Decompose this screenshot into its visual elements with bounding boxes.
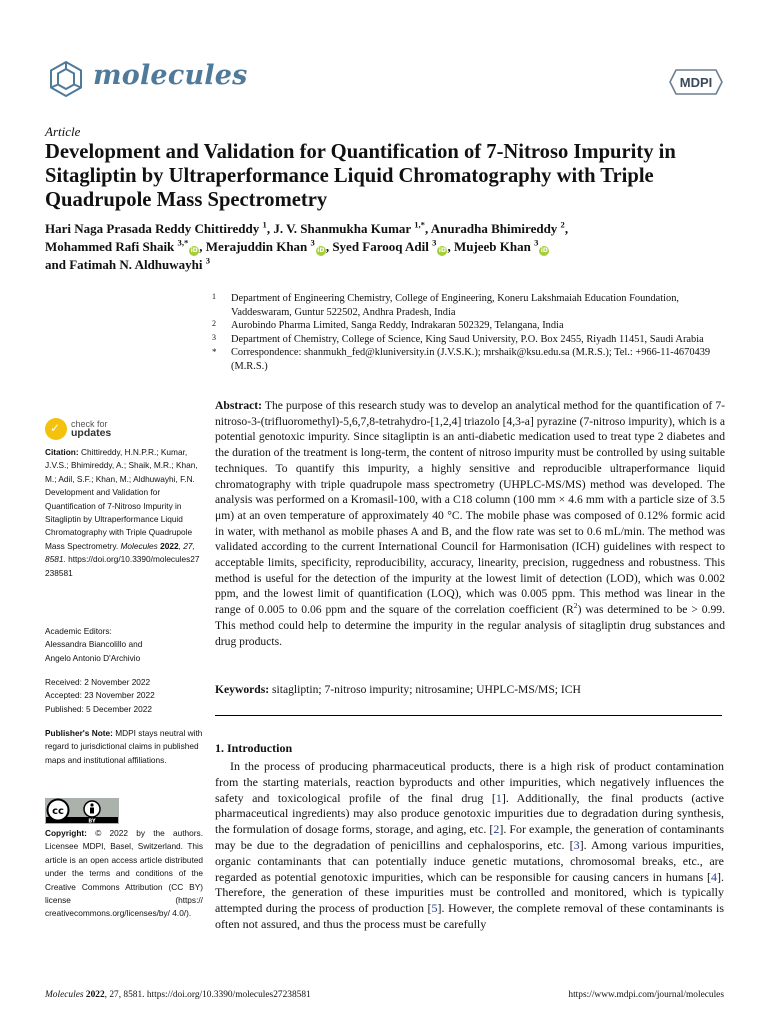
affiliation-item [212, 346, 727, 373]
cc-text: cc [52, 806, 64, 817]
affiliation-text: Correspondence: shanmukh_fed@kluniversity.in (J.V.S.K.); mrshaik@ksu.edu.sa (M.R.S.); Tel.: +966-11-4670439 (M.R.S.) [231, 347, 711, 372]
footer-journal: Molecules [45, 990, 84, 1000]
author-name: Hari Naga Prasada Reddy Chittireddy [45, 221, 263, 236]
molecules-logo-icon [45, 58, 87, 100]
affiliation-text: Department of Engineering Chemistry, College of Engineering, Koneru Lakshmaiah Education Foundation, Vaddeswaram, Guntur 522502, Andhra Pradesh, India [231, 293, 680, 318]
copyright-text: © 2022 by the authors. Licensee MDPI, Basel, Switzerland. This article is an open access article distributed under the terms and conditions of the Creative Commons Attribution (CC BY) license (https:// creativecommons.org/licenses/by/ 4.0/). [45, 828, 203, 919]
orcid-icon[interactable]: iD [317, 247, 325, 254]
intro-text-1: In the process of producing pharmaceutical products, there is a high risk of product contamination from the starting materials, reaction byproducts and other impurities, which negatively influences the safety and toxicological profile of the final drug [ [215, 759, 724, 805]
affiliation-item [212, 333, 727, 347]
mdpi-logo-text: MDPI [679, 75, 713, 90]
publication-dates [45, 676, 203, 716]
reference-link[interactable]: 2 [493, 822, 500, 837]
affiliation-number: 1 [212, 292, 216, 301]
received-date: Received: 2 November 2022 [45, 677, 151, 687]
author-name: J. V. Shanmukha Kumar [273, 221, 415, 236]
reference-link[interactable]: 4 [711, 869, 717, 884]
author-name: Syed Farooq Adil [332, 239, 433, 254]
affiliation-text: Department of Chemistry, College of Science, King Saud University, P.O. Box 2455, Riyadh 11451, Saudi Arabia [231, 333, 704, 345]
pubnote-text: MDPI stays neutral with regard to jurisdictional claims in published maps and institutional affiliations. [45, 728, 203, 765]
intro-paragraph [215, 759, 724, 933]
footer-journal-url[interactable]: https://www.mdpi.com/journal/molecules [568, 990, 724, 1000]
check-updates-line2: updates [71, 427, 112, 439]
reference-link[interactable]: 5 [431, 901, 438, 916]
author-affiliation-mark: 3 [205, 255, 211, 266]
abstract-tail: ) was determined to be > 0.99. This method could help to determine the impurity in the regular analysis of sitagliptin drug substances and drug products. [215, 603, 725, 648]
by-text: BY [88, 818, 96, 824]
abstract-label: Abstract: [215, 399, 263, 412]
check-updates-line1: check for [71, 419, 108, 429]
pubnote-label: Publisher's Note: [45, 728, 113, 738]
published-date: Published: 5 December 2022 [45, 703, 153, 714]
mdpi-logo-icon [668, 68, 724, 96]
author-affiliation-mark: 2 [560, 219, 565, 230]
author-name: Mujeeb Khan [453, 239, 535, 254]
intro-text-3: ]. For example, the generation of contaminants may be due to the degradation of penicillins and cephalosporins, etc. [ [215, 822, 724, 852]
keywords-text: sitagliptin; 7-nitroso impurity; nitrosamine; UHPLC-MS/MS; ICH [272, 683, 581, 696]
copyright-label: Copyright: [45, 828, 87, 838]
reference-link[interactable]: 3 [573, 837, 580, 852]
affiliation-item [212, 292, 727, 319]
citation-label: Citation: [45, 447, 79, 457]
author-affiliation-mark: 3 [534, 237, 539, 248]
orcid-icon[interactable]: iD [438, 247, 446, 254]
author-list: Hari Naga Prasada Reddy Chittireddy $^1$, J. V. Shanmukha Kumar $^{1,*}$, Anuradha Bhimireddy $^2$, Mohammed Rafi Shaik $^{3,*}$iD, Merajuddin Khan $^3$iD, Syed Farooq Adil $^3$iD, Mujeeb Khan $^3$iD and Fatimah N. Aldhuwayhi $^3$ [45, 219, 569, 272]
intro-text-4: ]. Among various impurities, organic contaminants that can potentially induce genetic mutations, chromosomal breaks, etc., are regarded as potential genotoxic impurities, which can be responsible for causing cancers in humans [ [215, 837, 724, 884]
author-affiliation-mark: 3 [310, 237, 315, 248]
editor-1: Alessandra Biancolillo and [45, 639, 143, 650]
affiliation-number: 2 [212, 319, 216, 328]
editor-2: Angelo Antonio D'Archivio [45, 652, 141, 663]
editors-label: Academic Editors: [45, 626, 112, 636]
author-name: Anuradha Bhimireddy [430, 221, 561, 236]
author-name: Mohammed Rafi Shaik [45, 239, 178, 254]
author-affiliation-mark: 3 [432, 237, 437, 248]
copyright-block [45, 827, 203, 921]
intro-text-2: ]. Additionally, the final products (active pharmaceutical ingredients) may also produce genotoxic impurities due to degradation during synthesis, the formulation of dosage forms, storage, and aging, etc. [ [215, 790, 724, 837]
affiliations [212, 292, 727, 373]
affiliation-text: Aurobindo Pharma Limited, Sanga Reddy, Indrakaran 502329, Telangana, India [231, 320, 564, 331]
affiliation-number: 3 [212, 332, 216, 342]
citation-block [45, 446, 203, 580]
affiliation-number: * [212, 347, 217, 357]
footer-year: 2022 [85, 990, 105, 1000]
section-divider [215, 715, 722, 716]
author-affiliation-mark: 1 [262, 219, 267, 230]
citation-volume: , 27, 8581. [45, 540, 195, 565]
footer-citation [45, 990, 311, 1000]
author-affiliation-mark: 3,* [177, 237, 189, 248]
author-name: and Fatimah N. Aldhuwayhi [45, 257, 206, 272]
intro-heading: 1. Introduction [215, 741, 293, 755]
journal-name: molecules [93, 60, 248, 91]
footer-doi[interactable]: , 27, 8581. https://doi.org/10.3390/molecules27238581 [104, 990, 311, 1000]
citation-year: 2022 [160, 540, 179, 551]
article-type: Article [45, 124, 81, 139]
check-for-updates-button[interactable] [45, 418, 155, 442]
accepted-date: Accepted: 23 November 2022 [45, 690, 155, 701]
affiliation-item [212, 319, 727, 333]
intro-text-5: ]. Therefore, the generation of these impurities must be controlled and monitored, which is typically attempted during the process of production [ [215, 869, 724, 916]
citation-doi-link[interactable]: https://doi.org/10.3390/molecules27238581 [45, 554, 200, 578]
reference-link[interactable]: 1 [495, 790, 502, 805]
article-title: Development and Validation for Quantification of 7-Nitroso Impurity in Sitagliptin by Ultraperformance Liquid Chromatography with Triple Quadrupole Mass Spectrometry [45, 141, 676, 211]
author-affiliation-mark: 1,* [414, 219, 425, 230]
intro-text-6: ]. However, the complete removal of these contaminants is often not assured, and thus the process must be carefully [215, 901, 724, 931]
academic-editors [45, 625, 203, 665]
orcid-icon[interactable]: iD [190, 247, 198, 254]
abstract [215, 398, 725, 649]
cc-by-license-icon[interactable] [45, 798, 119, 824]
publishers-note [45, 727, 203, 767]
keywords [215, 682, 725, 698]
author-name: Merajuddin Khan [205, 239, 311, 254]
citation-journal: Molecules [120, 540, 158, 551]
orcid-icon[interactable]: iD [540, 247, 548, 254]
citation-text: Chittireddy, H.N.P.R.; Kumar, J.V.S.; Bhimireddy, A.; Shaik, M.R.; Khan, M.; Adil, S.F.; Khan, M.; Aldhuwayhi, F.N. Development and Validation for Quantification of 7-Nitroso Impurity in Sitagliptin by Ultraperformance Liquid Chromatography with Triple Quadrupole Mass Spectrometry. [45, 447, 198, 551]
abstract-text: The purpose of this research study was to develop an analytical method for the quantification of 7-nitroso-3-(trifluoromethyl)-5,6,7,8-tetrahydro-[1,2,4] triazolo [4,3-a] pyrazine (7-nitroso impurity), which is a potential genotoxic impurity. Since sitagliptin is an anti-diabetic medication used to treat type 2 diabetes and the duration of the treatment is long-term, the content of nitroso impurity must be controlled by using suitable techniques. To quantify this impurity, a highly sensitive and reproducible ultraperformance liquid chromatography with triple quadrupole mass spectrometry (UHPLC-MS/MS) method was developed. The analysis was performed on a Kromasil-100, with a C18 column (100 mm × 4.6 mm with a particle size of 3.5 μm) at an oven temperature of approximately 40 °C. The mobile phase was composed of 0.12% formic acid in water, with methanol as mobile phases A and B, and the flow rate was set to 0.6 mL/min. The method was validated according to the current International Council for Harmonisation (ICH) guidelines with respect to acceptable limits, specificity, reproducibility, accuracy, linearity, precision, ruggedness and robustness. This method is useful for the detection of the impurity at the lowest limit of detection (LOD), which was 0.002 ppm, and the lowest limit of quantification (LOQ), which was 0.005 ppm. This method was linear in the range of 0.005 to 0.06 ppm and the square of the correlation coefficient (R [215, 399, 725, 617]
keywords-label: Keywords: [215, 683, 270, 696]
check-updates-icon: ✓ [45, 418, 67, 440]
abstract-superscript: 2 [573, 601, 578, 611]
